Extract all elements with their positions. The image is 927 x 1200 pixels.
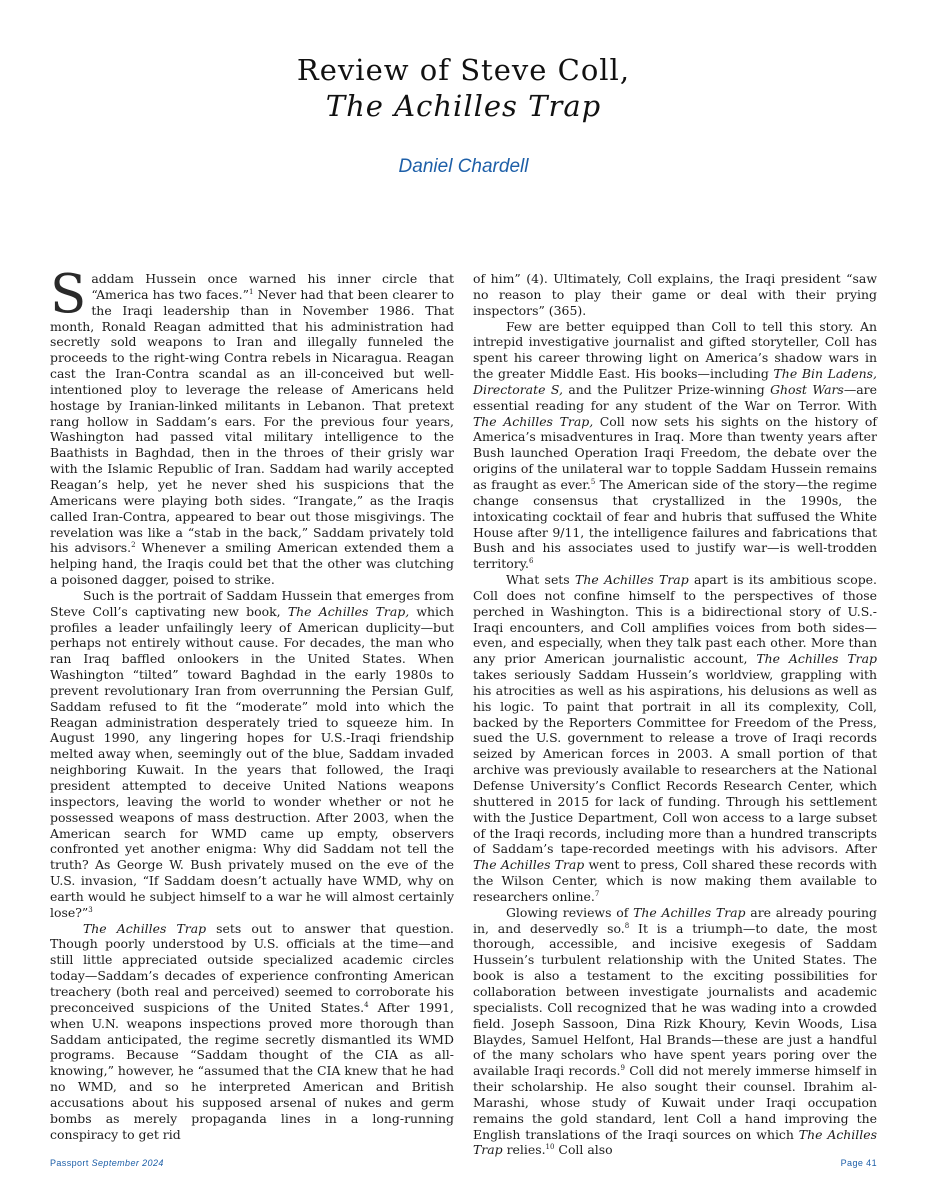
paragraph: Saddam Hussein once warned his inner circle that “America has two faces.”$^1$ Never had that been clearer to the Iraqi leadership than in November 1986. That month, Ronald Reagan admitted that his administration had secretly sold weapons to Iran and illegally funneled the proceeds to the right-wing Contra rebels in Nicaragua. Reagan cast the Iran-Contra scandal as an ill-conceived but well-intentioned ploy to leverage the release of Americans held hostage by Iranian-linked militants in Lebanon. That pretext rang hollow in Saddam’s ears. For the previous four years, Washington had passed vital military intelligence to the Baathists in Baghdad, then in the throes of their grisly war with the Islamic Republic of Iran. Saddam had warily accepted Reagan’s help, yet he never shed his suspicions that the Americans were playing both sides. “Irangate,” as the Iraqis called Iran-Contra, appeared to bear out those misgivings. The revelation was like a “stab in the back,” Saddam privately told his advisors.$^2$ Whenever a smiling American extended them a helping hand, the Iraqis could bet that the other was clutching a poisoned dagger, poised to strike. bbox=[50, 264, 454, 588]
footer-journal: Passport September 2024 bbox=[50, 1158, 164, 1168]
author-name: Daniel Chardell bbox=[398, 156, 529, 177]
title-line-1: Review of Steve Coll, bbox=[296, 53, 631, 87]
article-title bbox=[0, 52, 927, 124]
footnote-ref: 4 bbox=[364, 1000, 369, 1009]
paragraph: Few are better equipped than Coll to tell this story. An intrepid investigative journalist and gifted storyteller, Coll has spent his career throwing light on America’s shadow wars in the greater Middle East. His books—including The Bin Ladens, Directorate S, and the Pulitzer Prize-winning Ghost Wars—are essential reading for any student of the War on Terror. With The Achilles Trap, Coll now sets his sights on the history of America’s misadventures in Iraq. More than twenty years after Bush launched Operation Iraqi Freedom, the debate over the origins of the unilateral war to topple Saddam Hussein remains as fraught as ever.$^5$ The American side of the story—the regime change consensus that crystallized in the 1990s, the intoxicating cocktail of fear and hubris that suffused the White House after 9/11, the intelligence failures and fabrications that Bush and his associates used to justify war—is well-trodden territory.$^6$ bbox=[473, 318, 877, 572]
paragraph: The Achilles Trap sets out to answer that question. Though poorly understood by U.S. officials at the time—and still little appreciated outside specialized academic circles today—Saddam’s decades of experience confronting American treachery (both real and perceived) seemed to corroborate his preconceived suspicions of the United States.$^4$ After 1991, when U.N. weapons inspections proved more thorough than Saddam anticipated, the regime secretly dismantled its WMD programs. Because “Saddam thought of the CIA as all-knowing,” however, he “assumed that the CIA knew that he had no WMD, and so he interpreted American and British accusations about his supposed arsenal of nukes and germ bombs as merely propaganda lines in a long-running conspiracy to get rid bbox=[50, 920, 455, 1142]
footnote-ref: 9 bbox=[620, 1064, 625, 1073]
footnote-ref: 2 bbox=[131, 541, 136, 550]
footnote-ref: 10 bbox=[545, 1143, 555, 1152]
footnote-ref: 5 bbox=[590, 477, 596, 486]
paragraph: Glowing reviews of The Achilles Trap are already pouring in, and deservedly so.$^8$ It is a triumph—to date, the most thorough, accessible, and incisive exegesis of Saddam Hussein’s turbulent relationship with the United States. The book is also a testament to the exciting possibilities for collaboration between investigate journalists and academic specialists. Coll recognized that he was wading into a crowded field. Joseph Sassoon, Dina Rizk Khoury, Kevin Woods, Lisa Blaydes, Samuel Helfont, Hal Brands—these are just a handful of the many scholars who have spent years poring over the available Iraqi records.$^9$ Coll did not merely immerse himself in their scholarship. He also sought their counsel. Ibrahim al-Marashi, whose study of Kuwait under Iraqi occupation remains the gold standard, lent Coll a hand improving the English translations of the Iraqi sources on which The Achilles Trap relies.$^{10}$ Coll also bbox=[473, 904, 877, 1158]
left-column bbox=[50, 264, 455, 1142]
footer-page-number: Page 41 bbox=[840, 1158, 877, 1168]
drop-cap: S bbox=[50, 264, 87, 325]
title-line-2: The Achilles Trap bbox=[325, 89, 602, 123]
right-column bbox=[473, 271, 877, 1158]
footnote-ref: 1 bbox=[248, 287, 254, 296]
paragraph: What sets The Achilles Trap apart is its ambitious scope. Coll does not confine himself to the perspectives of those perched in Washington. This is a bidirectional story of U.S.-Iraqi encounters, and Coll amplifies voices from both sides—even, and especially, when they talk past each other. More than any prior American journalistic account, The Achilles Trap takes seriously Saddam Hussein’s worldview, grappling with his atrocities as well as his aspirations, his delusions as well as his logic. To paint that portrait in all its complexity, Coll, backed by the Reporters Committee for Freedom of the Press, sued the U.S. government to release a trove of Iraqi records seized by American forces in 2003. A small portion of that archive was previously available to researchers at the National Defense University’s Conflict Records Research Center, which shuttered in 2015 for lack of funding. Through his settlement with the Justice Department, Coll won access to a large subset of the Iraqi records, including more than a hundred transcripts of Saddam’s tape-recorded meetings with his advisors. After The Achilles Trap went to press, Coll shared these records with the Wilson Center, which is now making them available to researchers online.$^7$ bbox=[473, 572, 878, 904]
footnote-ref: 6 bbox=[529, 557, 534, 566]
footnote-ref: 7 bbox=[594, 889, 600, 898]
paragraph: Such is the portrait of Saddam Hussein that emerges from Steve Coll’s captivating new book, The Achilles Trap, which profiles a leader unfailingly leery of American duplicity—but perhaps not entirely without cause. For decades, the man who ran Iraq baffled onlookers in the United States. When Washington “tilted” toward Baghdad in the early 1980s to prevent revolutionary Iran from overrunning the Persian Gulf, Saddam refused to fit the “moderate” mold into which the Reagan administration desperately tried to squeeze him. In August 1990, any lingering hopes for U.S.-Iraqi friendship melted away when, seemingly out of the blue, Saddam invaded neighboring Kuwait. In the years that followed, the Iraqi president attempted to deceive United Nations weapons inspectors, leaving the world to wonder whether or not he possessed weapons of mass destruction. After 2003, when the American search for WMD came up empty, observers confronted yet another enigma: Why did Saddam not tell the truth? As George W. Bush privately mused on the eve of the U.S. invasion, “If Saddam doesn’t actually have WMD, why on earth would he subject himself to a war he will almost certainly lose?”$^3$ bbox=[50, 587, 455, 920]
footnote-ref: 8 bbox=[624, 921, 630, 930]
paragraph: of him” (4). Ultimately, Coll explains, the Iraqi president “saw no reason to play their game or deal with their prying inspectors” (365). bbox=[473, 271, 877, 318]
footnote-ref: 3 bbox=[88, 905, 93, 914]
